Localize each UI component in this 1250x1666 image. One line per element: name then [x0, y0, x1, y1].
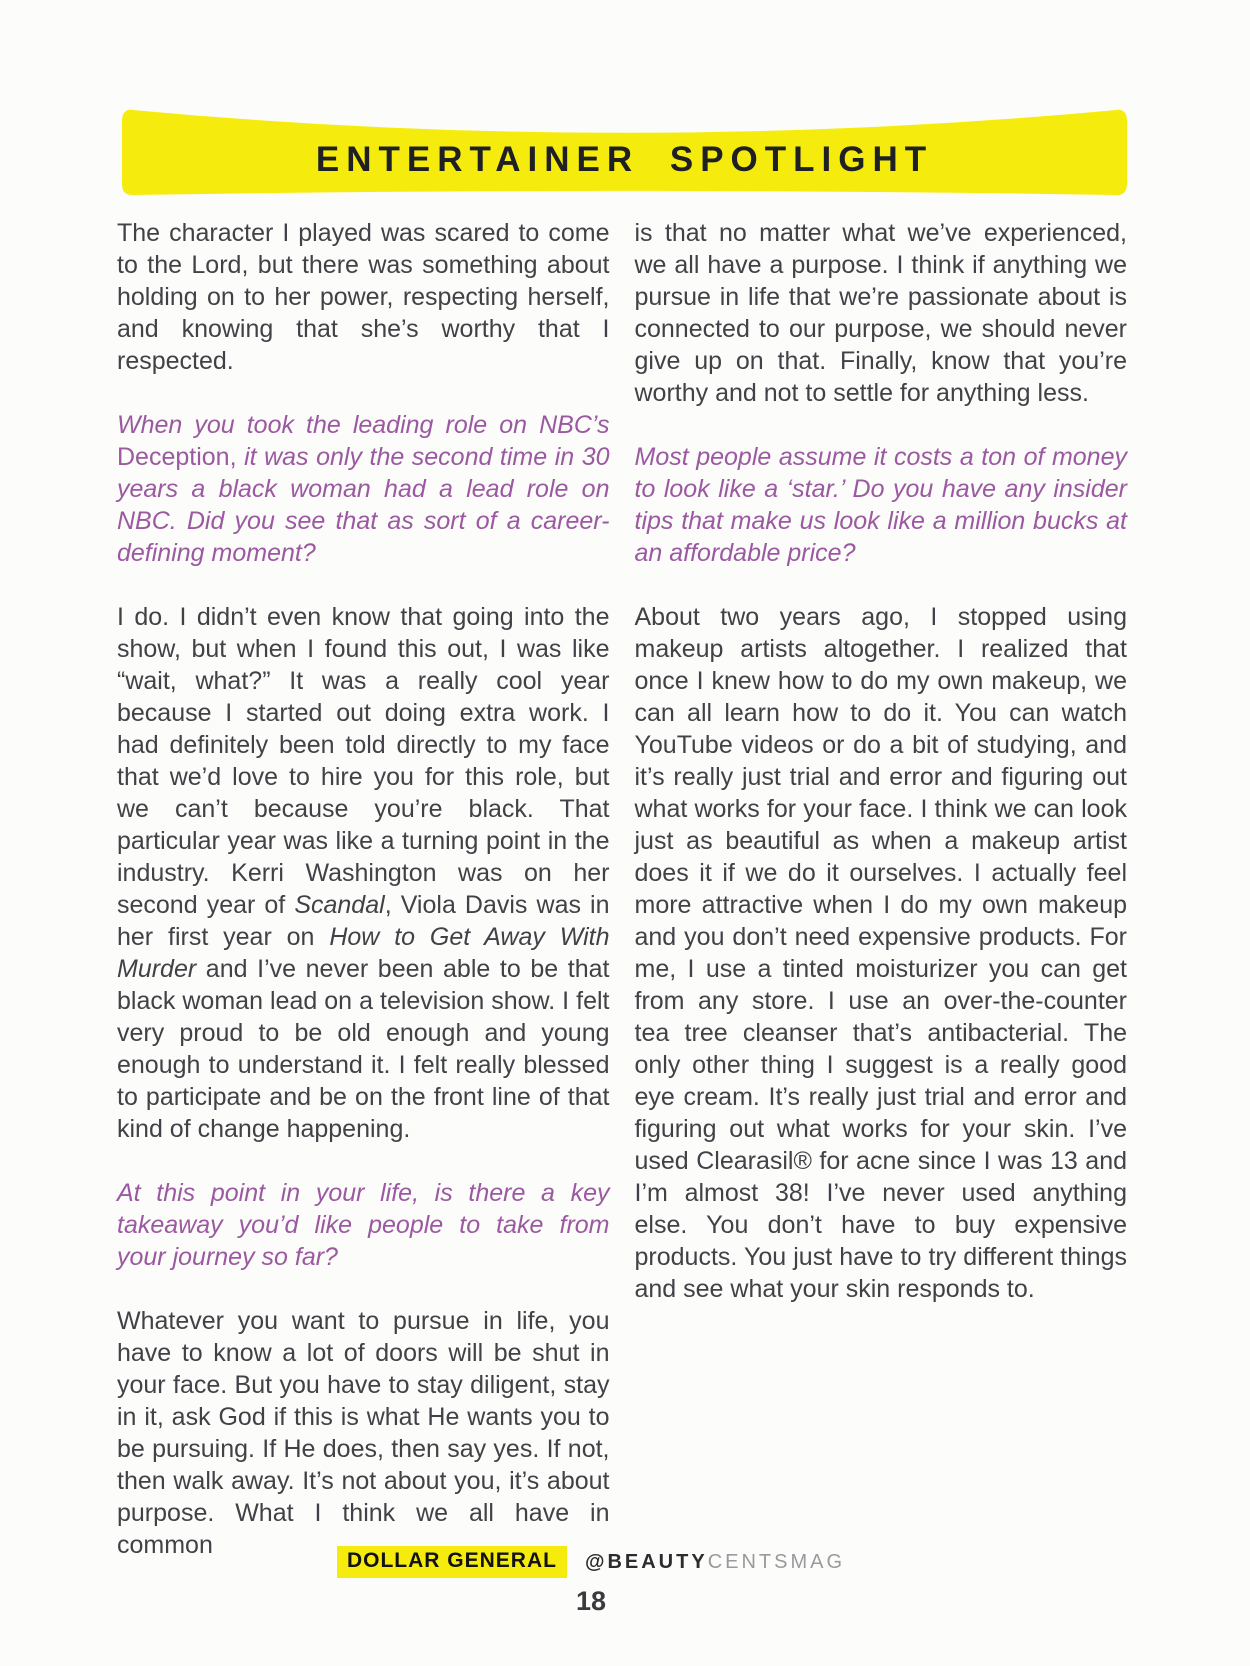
- interview-answer: [117, 1305, 610, 1561]
- text-run: Deception,: [117, 443, 237, 471]
- interview-question: [117, 1177, 610, 1273]
- interview-answer: [117, 217, 610, 377]
- interview-answer: [635, 601, 1128, 1305]
- text-run: , Viola Davis was in her first year on: [117, 891, 610, 951]
- footer-row: [0, 1546, 1216, 1578]
- text-run: Scandal: [294, 891, 385, 919]
- social-handle: [585, 1551, 845, 1574]
- text-run: About two years ago, I stopped using makeup artists altogether. I realized that once I knew how to do my own makeup, we can all learn how to do it. You can watch YouTube videos or do a bit of studying, and it’s really just trial and error and figuring out what works for your face. I think we can look just as beautiful as when a makeup artist does it if we do it ourselves. I actually feel more attractive when I do my own makeup and you don’t need expensive products. For me, I use a tinted moisturizer you can get from any store. I use an over-the-counter tea tree cleanser that’s antibacterial. The only other thing I suggest is a really good eye cream. It’s really just trial and error and figuring out what works for your skin. I’ve used Clearasil® for acne since I was 13 and I’m almost 38! I’ve never used anything else. You don’t have to buy expensive products. You just have to try different things and see what your skin responds to.: [634, 603, 1127, 1303]
- article: [117, 217, 1127, 1561]
- text-run: How to Get Away With Murder: [117, 923, 610, 983]
- text-run: is that no matter what we’ve experienced, we all have a purpose. I think if anything we pursue in life that we’re passionate about is connected to our purpose, we should never give up on that. Finally, know that you’re worthy and not to settle for anything less.: [634, 219, 1127, 407]
- spotlight-banner: [121, 104, 1128, 200]
- text-run: When you took the leading role on NBC’s: [117, 411, 610, 439]
- text-run: Most people assume it costs a ton of money to look like a ‘star.’ Do you have any insider tips that make us look like a million bucks at an affordable price?: [634, 443, 1127, 567]
- banner-title: ENTERTAINER SPOTLIGHT: [315, 140, 934, 179]
- social-handle-light: CENTSMAG: [707, 1550, 846, 1573]
- text-run: and I’ve never been able to be that black woman lead on a television show. I felt very proud to be old enough and young enough to understand it. I felt really blessed to participate and be on the front line of that kind of change happening.: [117, 955, 610, 1143]
- text-run: it was only the second time in 30 years a black woman had a lead role on NBC. Did you see that as sort of a career-defining moment?: [117, 443, 610, 567]
- text-run: I do. I didn’t even know that going into the show, but when I found this out, I was like “wait, what?” It was a really cool year because I started out doing extra work. I had definitely been told directly to my face that we’d love to hire you for this role, but we can’t because you’re black. That particular year was like a turning point in the industry. Kerri Washington was on her second year of: [117, 603, 610, 919]
- article-column-right: [635, 217, 1128, 1561]
- text-run: The character I played was scared to come to the Lord, but there was something about holding on to her power, respecting herself, and knowing that she’s worthy that I respected.: [117, 219, 610, 375]
- interview-answer: [117, 601, 610, 1145]
- interview-answer: [635, 217, 1128, 409]
- page-number: 18: [575, 1586, 607, 1616]
- interview-question: [635, 441, 1128, 569]
- text-run: Whatever you want to pursue in life, you have to know a lot of doors will be shut in your face. But you have to stay diligent, stay in it, ask God if this is what He wants you to be pursuing. If He does, then say yes. If not, then walk away. It’s not about you, it’s about purpose. What I think we all have in common: [117, 1307, 610, 1559]
- social-handle-bold: @BEAUTY: [584, 1550, 708, 1573]
- article-column-left: [117, 217, 610, 1561]
- interview-question: [117, 409, 610, 569]
- dollar-general-logo: DOLLAR GENERAL: [337, 1546, 567, 1578]
- text-run: At this point in your life, is there a key takeaway you’d like people to take from your journey so far?: [117, 1179, 610, 1271]
